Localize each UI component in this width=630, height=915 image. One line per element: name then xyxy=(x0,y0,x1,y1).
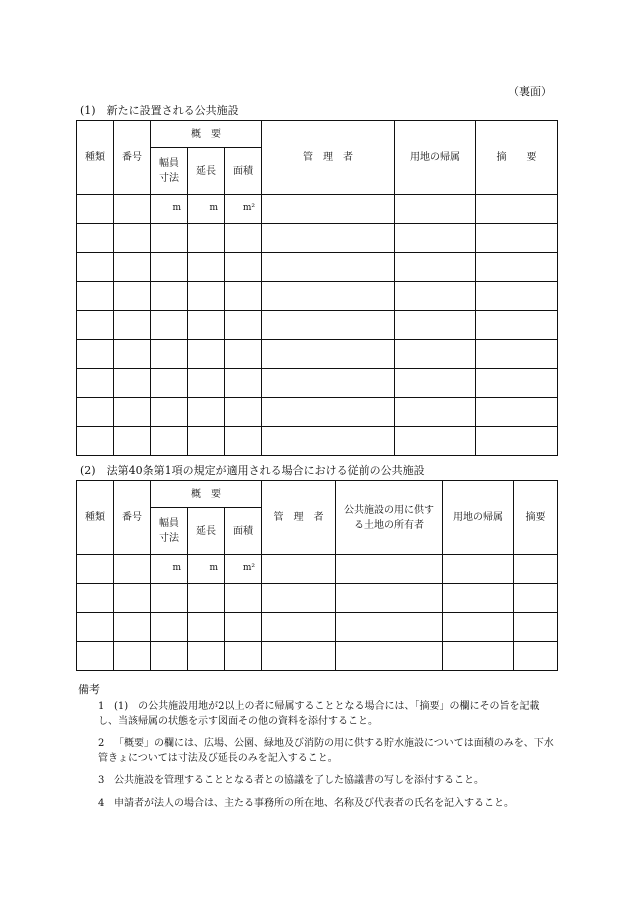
note-text: 申請者が法人の場合は、主たる事務所の所在地、名称及び代表者の氏名を記入すること。 xyxy=(114,797,514,809)
table-row xyxy=(77,398,558,427)
table-row xyxy=(77,282,558,311)
header-manager: 管 理 者 xyxy=(262,121,395,195)
unit-length: m xyxy=(188,195,225,224)
table-row xyxy=(77,195,558,224)
unit-area: m² xyxy=(225,195,262,224)
table-row xyxy=(77,427,558,456)
unit-width: m xyxy=(151,555,188,584)
header-type: 種類 xyxy=(77,121,114,195)
page-side-label: （裏面） xyxy=(508,85,552,98)
header-number: 番号 xyxy=(114,481,151,555)
table-row xyxy=(77,642,558,671)
header-land-ownership: 用地の帰属 xyxy=(395,121,476,195)
note-item xyxy=(98,737,558,766)
header-type: 種類 xyxy=(77,481,114,555)
header-remarks: 摘 要 xyxy=(476,121,558,195)
new-facilities-table xyxy=(76,120,558,456)
note-number: 3 xyxy=(98,775,105,786)
note-text: 「概要」の欄には、広場、公園、緑地及び消防の用に供する貯水施設については面積のみを、下水管きょについては寸法及び延長のみを記入すること。 xyxy=(98,738,554,764)
table-row xyxy=(77,555,558,584)
header-landowner: 公共施設の用に供する土地の所有者 xyxy=(336,481,443,555)
notes-title: 備考 xyxy=(78,683,100,696)
header-overview: 概 要 xyxy=(151,481,262,508)
unit-width: m xyxy=(151,195,188,224)
note-number: 4 xyxy=(98,797,105,809)
header-area: 面積 xyxy=(225,148,262,195)
header-land-ownership: 用地の帰属 xyxy=(443,481,514,555)
header-manager: 管 理 者 xyxy=(262,481,336,555)
note-text: (1) の公共施設用地が2以上の者に帰属することとなる場合には、「摘要」の欄にその旨を記載し、当該帰属の状態を示す図面その他の資料を添付すること。 xyxy=(98,701,540,727)
table-row xyxy=(77,613,558,642)
header-area: 面積 xyxy=(225,508,262,555)
unit-length: m xyxy=(188,555,225,584)
section2-title: (2) 法第40条第1項の規定が適用される場合における従前の公共施設 xyxy=(80,464,425,477)
header-length: 延長 xyxy=(188,508,225,555)
table-row xyxy=(77,311,558,340)
note-item xyxy=(98,774,558,789)
table-row xyxy=(77,369,558,398)
notes-list xyxy=(98,700,558,819)
previous-facilities-table xyxy=(76,480,558,671)
table-row xyxy=(77,340,558,369)
header-overview: 概 要 xyxy=(151,121,262,148)
header-length: 延長 xyxy=(188,148,225,195)
table-row xyxy=(77,224,558,253)
header-number: 番号 xyxy=(114,121,151,195)
unit-area: m² xyxy=(225,555,262,584)
note-text: 公共施設を管理することとなる者との協議を了した協議書の写しを添付すること。 xyxy=(114,775,484,786)
header-width: 幅員寸法 xyxy=(151,148,188,195)
section1-title: (1) 新たに設置される公共施設 xyxy=(80,104,239,117)
table-row xyxy=(77,584,558,613)
table-row xyxy=(77,253,558,282)
note-item xyxy=(98,797,558,812)
header-remarks: 摘要 xyxy=(514,481,558,555)
note-item xyxy=(98,700,558,729)
header-width: 幅員寸法 xyxy=(151,508,188,555)
note-number: 2 xyxy=(98,738,105,749)
note-number: 1 xyxy=(98,701,105,712)
